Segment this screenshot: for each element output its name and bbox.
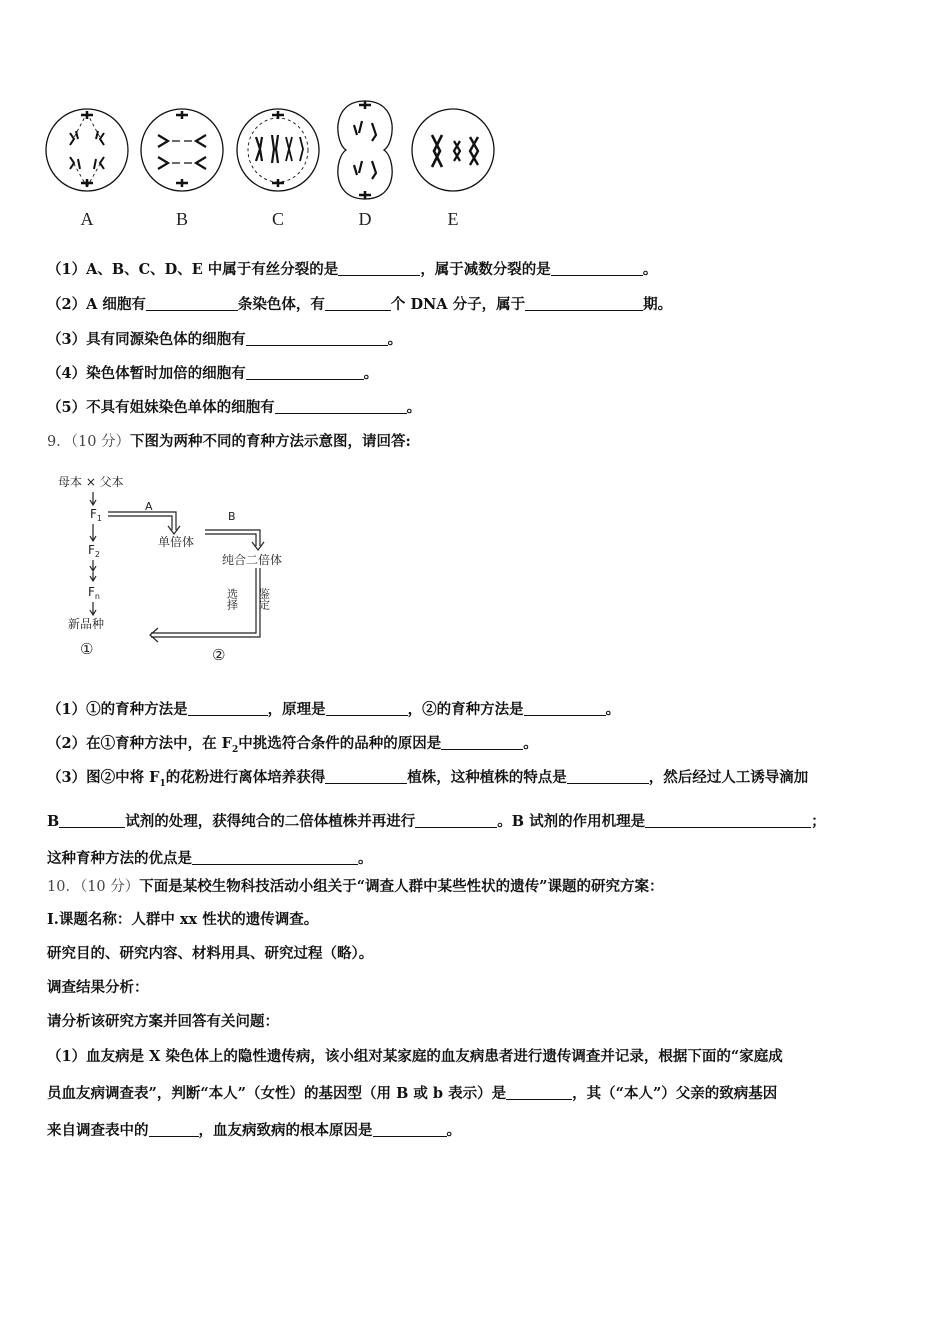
answer-blank[interactable] bbox=[524, 701, 606, 716]
label-a: A bbox=[80, 209, 94, 229]
q10-part-1-line-2: 员血友病调查表”，判断“本人”（女性）的基因型（用 B 或 b 表示）是 ，其（“本人”）父亲的致病基因 bbox=[47, 1085, 778, 1102]
f1-label: $F_1$ bbox=[90, 507, 102, 523]
q8-line-3: （3）具有同源染色体的细胞有 。 bbox=[47, 331, 403, 348]
parents-label: 母本 × 父本 bbox=[58, 475, 124, 489]
q9-line-2: （2）在①育种方法中，在 $F_2$中挑选符合条件的品种的原因是 。 bbox=[47, 735, 538, 755]
identify-label: 鉴定 bbox=[257, 588, 271, 610]
mark-2: ② bbox=[212, 646, 226, 664]
answer-blank[interactable] bbox=[551, 261, 643, 276]
answer-blank[interactable] bbox=[338, 261, 420, 276]
answer-blank[interactable] bbox=[373, 1122, 447, 1137]
answer-blank[interactable] bbox=[192, 850, 358, 865]
label-d: D bbox=[358, 209, 372, 229]
answer-blank[interactable] bbox=[645, 813, 811, 828]
q8-line-1: （1）A、B、C、D、E 中属于有丝分裂的是 ，属于减数分裂的是 。 bbox=[47, 261, 658, 278]
arrow-b-label: B bbox=[228, 510, 236, 523]
answer-blank[interactable] bbox=[525, 296, 643, 311]
mark-1: ① bbox=[80, 640, 94, 658]
q10-part-1-line-1: （1）血友病是 X 染色体上的隐性遗传病，该小组对某家庭的血友病患者进行遗传调查并记录，根据下面的“家庭成 bbox=[47, 1048, 783, 1065]
answer-blank[interactable] bbox=[326, 701, 408, 716]
q9-line-1: （1）①的育种方法是 ，原理是 ，②的育种方法是 。 bbox=[47, 701, 621, 718]
q10-analysis: 调查结果分析： bbox=[47, 979, 149, 996]
q9-part-3-line-3: 这种育种方法的优点是 。 bbox=[47, 849, 373, 867]
f2-label: $F_2$ bbox=[88, 543, 100, 559]
answer-blank[interactable] bbox=[325, 769, 407, 784]
q9-part-3-line-2: B 试剂的处理，获得纯合的二倍体植株并再进行 。B 试剂的作用机理是 ； bbox=[47, 812, 826, 830]
q10-purpose: 研究目的、研究内容、材料用具、研究过程（略）。 bbox=[47, 945, 374, 962]
q10-ask: 请分析该研究方案并回答有关问题： bbox=[47, 1013, 279, 1030]
breeding-diagram bbox=[50, 468, 300, 668]
q9-stem: 9．（10 分）下图为两种不同的育种方法示意图，请回答: bbox=[47, 433, 411, 450]
label-e: E bbox=[447, 209, 459, 229]
answer-blank[interactable] bbox=[441, 735, 523, 750]
q8-line-5: （5）不具有姐妹染色单体的细胞有 。 bbox=[47, 399, 422, 416]
answer-blank[interactable] bbox=[188, 701, 268, 716]
label-b: B bbox=[175, 209, 189, 229]
q8-line-2: （2）A 细胞有 条染色体，有 个 DNA 分子，属于 期。 bbox=[47, 296, 673, 313]
answer-blank[interactable] bbox=[275, 399, 407, 414]
cell-b bbox=[141, 109, 223, 191]
fn-label: $F_n$ bbox=[88, 585, 100, 601]
cell-c bbox=[237, 109, 319, 191]
answer-blank[interactable] bbox=[149, 1122, 199, 1137]
q10-part-1 bbox=[47, 1038, 907, 1149]
arrow-a-label: A bbox=[145, 500, 153, 513]
q10-part-1-line-3: 来自调查表中的 ，血友病致病的根本原因是 。 bbox=[47, 1122, 461, 1139]
pure-diploid-label: 纯合二倍体 bbox=[222, 553, 283, 567]
q8-line-4: （4）染色体暂时加倍的细胞有 。 bbox=[47, 365, 379, 382]
q9-part-3-line-1: （3）图②中将 $F_1$的花粉进行离体培养获得 植株，这种植株的特点是 ，然后经过人工诱导滴加 bbox=[47, 769, 809, 789]
q10-stem: 10．（10 分）下面是某校生物科技活动小组关于“调查人群中某些性状的遗传”课题的研究方案： bbox=[47, 878, 664, 895]
cell-a bbox=[46, 109, 128, 191]
haploid-label: 单倍体 bbox=[158, 535, 195, 549]
answer-blank[interactable] bbox=[506, 1085, 572, 1100]
answer-blank[interactable] bbox=[567, 769, 649, 784]
cell-e bbox=[412, 109, 494, 191]
answer-blank[interactable] bbox=[246, 331, 388, 346]
q9-part-3 bbox=[47, 759, 907, 877]
q10-title: I.课题名称：人群中 xx 性状的遗传调查。 bbox=[47, 911, 319, 928]
answer-blank[interactable] bbox=[246, 365, 364, 380]
cell-division-figure bbox=[40, 95, 500, 235]
answer-blank[interactable] bbox=[325, 296, 391, 311]
select-label: 选择 bbox=[225, 588, 239, 610]
answer-blank[interactable] bbox=[59, 813, 125, 828]
answer-blank[interactable] bbox=[415, 813, 497, 828]
new-variety-label: 新品种 bbox=[68, 617, 105, 631]
cell-d bbox=[338, 101, 392, 199]
label-c: C bbox=[271, 209, 285, 229]
answer-blank[interactable] bbox=[146, 296, 238, 311]
